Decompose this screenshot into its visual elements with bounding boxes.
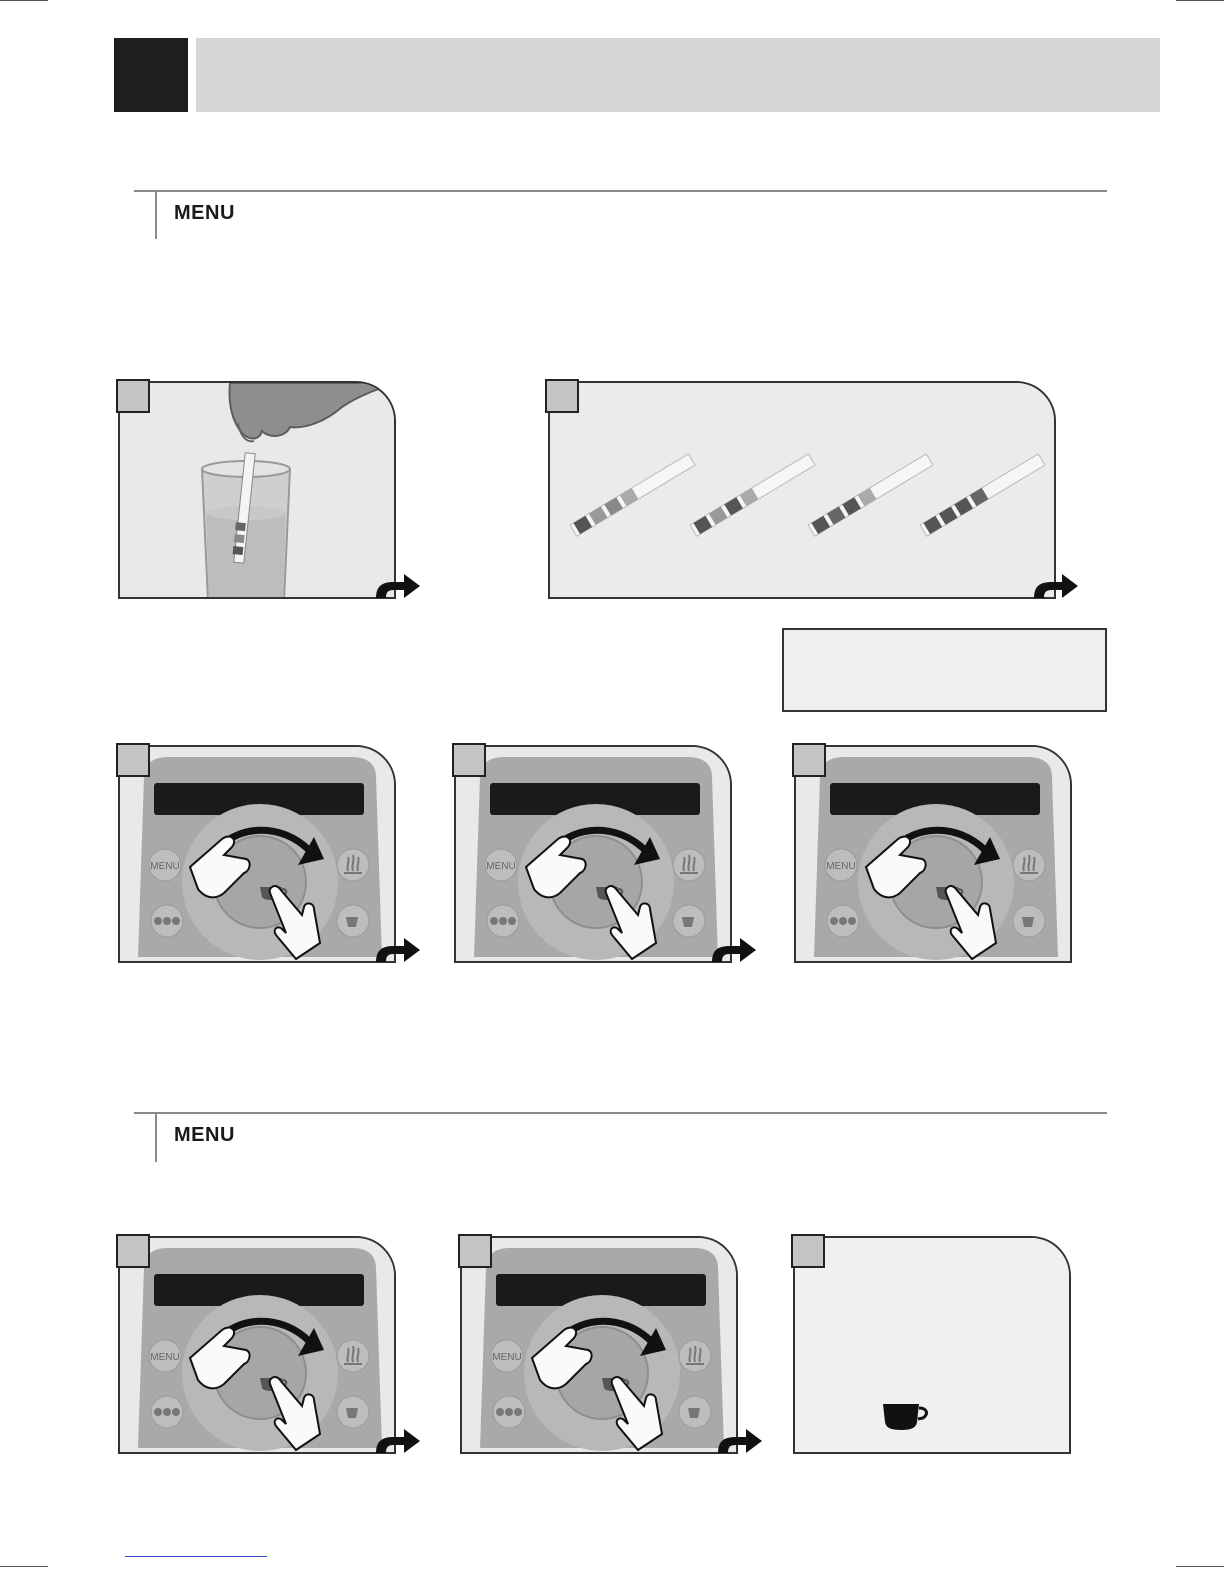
next-step-arrow-icon: [1032, 572, 1080, 600]
step-marker: [791, 1234, 825, 1268]
control-panel-illustration: [462, 1238, 738, 1454]
step-panel-result: [793, 1236, 1071, 1454]
crop-mark: [1176, 0, 1224, 1]
control-panel-illustration: [796, 747, 1072, 963]
menu-button-label: MENU: [492, 1352, 522, 1363]
crop-mark: [0, 1566, 48, 1567]
crop-mark: [0, 0, 48, 1]
chapter-number-block: [114, 38, 188, 112]
link-underline: [125, 1556, 267, 1557]
menu-button-label: MENU: [486, 861, 516, 872]
section-rule: [134, 1112, 1107, 1114]
section-rule: [134, 190, 1107, 192]
control-panel-illustration: [120, 1238, 396, 1454]
step-marker: [792, 743, 826, 777]
menu-path-label: MENU: [174, 202, 235, 224]
control-panel-illustration: [120, 747, 396, 963]
result-illustration: [795, 1238, 1071, 1454]
step-panel-control-panel: [794, 745, 1072, 963]
dip-strip-illustration: [120, 383, 396, 599]
next-step-arrow-icon: [374, 936, 422, 964]
step-panel-control-panel: [454, 745, 732, 963]
crop-mark: [1176, 1566, 1224, 1567]
step-marker: [116, 379, 150, 413]
next-step-arrow-icon: [710, 936, 758, 964]
section-bar: [155, 1114, 157, 1162]
chapter-title-bar: [196, 38, 1160, 112]
step-panel-control-panel: [460, 1236, 738, 1454]
step-marker: [116, 743, 150, 777]
next-step-arrow-icon: [716, 1427, 764, 1455]
section-bar: [155, 192, 157, 239]
step-panel-control-panel: [118, 1236, 396, 1454]
step-marker: [452, 743, 486, 777]
menu-button-label: MENU: [150, 861, 180, 872]
step-marker: [116, 1234, 150, 1268]
menu-button-label: MENU: [826, 861, 856, 872]
next-step-arrow-icon: [374, 1427, 422, 1455]
test-strips-illustration: [550, 383, 1056, 599]
step-panel-control-panel: [118, 745, 396, 963]
menu-button-label: MENU: [150, 1352, 180, 1363]
next-step-arrow-icon: [374, 572, 422, 600]
display-message-box: [782, 628, 1107, 712]
step-marker: [458, 1234, 492, 1268]
control-panel-illustration: [456, 747, 732, 963]
step-panel-dip-strip: [118, 381, 396, 599]
step-marker: [545, 379, 579, 413]
step-panel-read-strips: [548, 381, 1056, 599]
menu-path-label: MENU: [174, 1124, 235, 1146]
